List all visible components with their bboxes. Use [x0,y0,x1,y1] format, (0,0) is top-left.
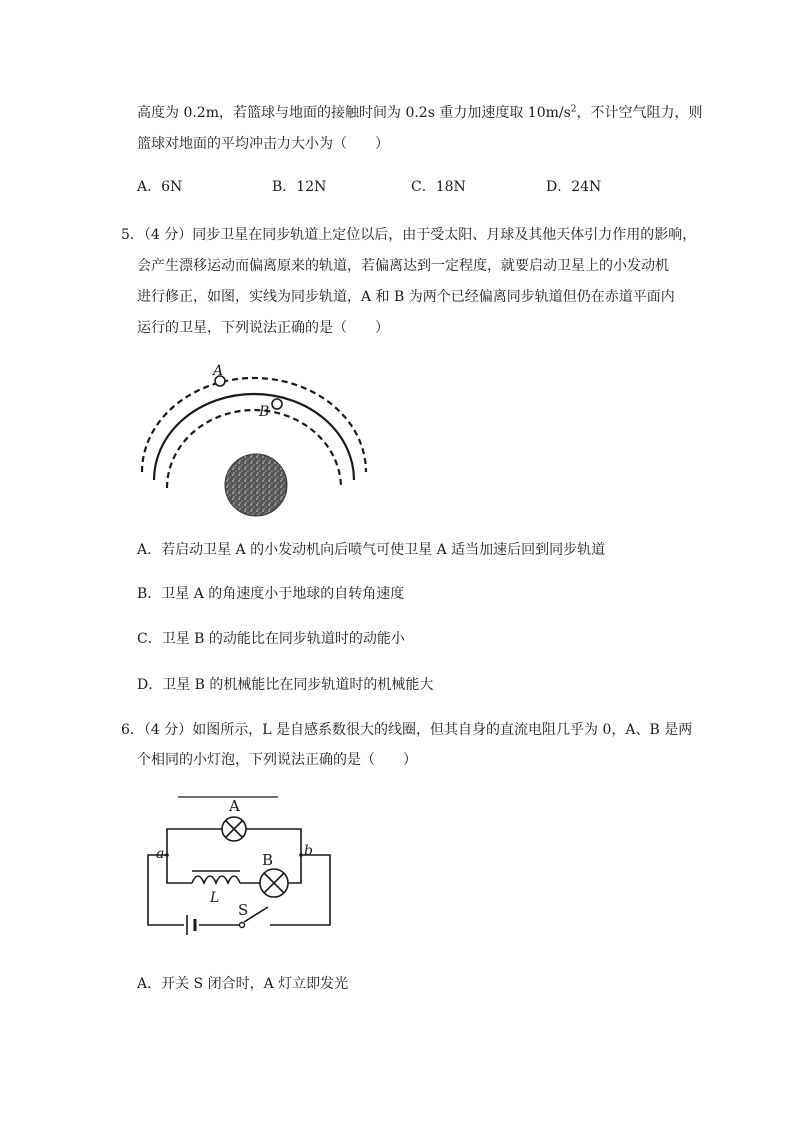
satellite-a-label: A [213,363,224,379]
q6-stem-line-1: 6．（4 分）如图所示，L 是自感系数很大的线圈，但其自身的直流电阻几乎为 0，A、B 是两 [121,722,693,738]
q4-option-b: B．12N [272,179,327,195]
q5-stem-line-1: 5．（4 分）同步卫星在同步轨道上定位以后，由于受太阳、月球及其他天体引力作用的影响， [121,227,697,243]
q4-option-c: C．18N [411,179,466,195]
satellite-b-label: B [259,404,270,420]
lamp-a-label: A [229,797,240,815]
switch-s-label: S [238,901,249,919]
q5-stem-line-4: 运行的卫星，下列说法正确的是（ ） [137,320,389,336]
earth [225,454,287,516]
node-a-label: a [156,846,165,862]
q4-stem-line-2: 篮球对地面的平均冲击力大小为（ ） [137,136,389,152]
q5-orbit-figure [130,360,390,510]
q5-stem-line-3: 进行修正，如图，实线为同步轨道，A 和 B 为两个已经偏离同步轨道但仍在赤道平面内 [137,289,675,305]
q6-option-a: A．开关 S 闭合时，A 灯立即发光 [137,976,349,992]
switch-s-icon [240,923,245,928]
q5-option-d: D．卫星 B 的机械能比在同步轨道时的机械能大 [137,677,434,693]
lamp-a-icon [222,817,246,841]
battery-icon [187,915,195,935]
lamp-b-icon [260,869,288,897]
q5-stem-line-2: 会产生漂移运动而偏离原来的轨道，若偏离达到一定程度，就要启动卫星上的小发动机 [137,258,669,274]
q6-circuit-figure [140,795,340,935]
q6-stem-line-2: 个相同的小灯泡，下列说法正确的是（ ） [137,752,417,768]
satellite-b [272,399,282,409]
q4-stem-line-1: 高度为 0.2m，若篮球与地面的接触时间为 0.2s 重力加速度取 $10m/s^2$，不计空气阻力，则 [137,104,703,121]
lamp-b-label: B [262,851,274,869]
q4-option-d: D．24N [546,179,602,195]
q5-option-c: C．卫星 B 的动能比在同步轨道时的动能小 [137,631,405,647]
q5-option-b: B．卫星 A 的角速度小于地球的自转角速度 [137,586,405,602]
q5-option-a: A．若启动卫星 A 的小发动机向后喷气可使卫星 A 适当加速后回到同步轨道 [137,542,606,558]
q4-option-a: A．6N [137,179,183,195]
node-b-label: b [304,843,313,859]
inductor-label: L [210,890,220,906]
inductor-icon [192,876,240,883]
